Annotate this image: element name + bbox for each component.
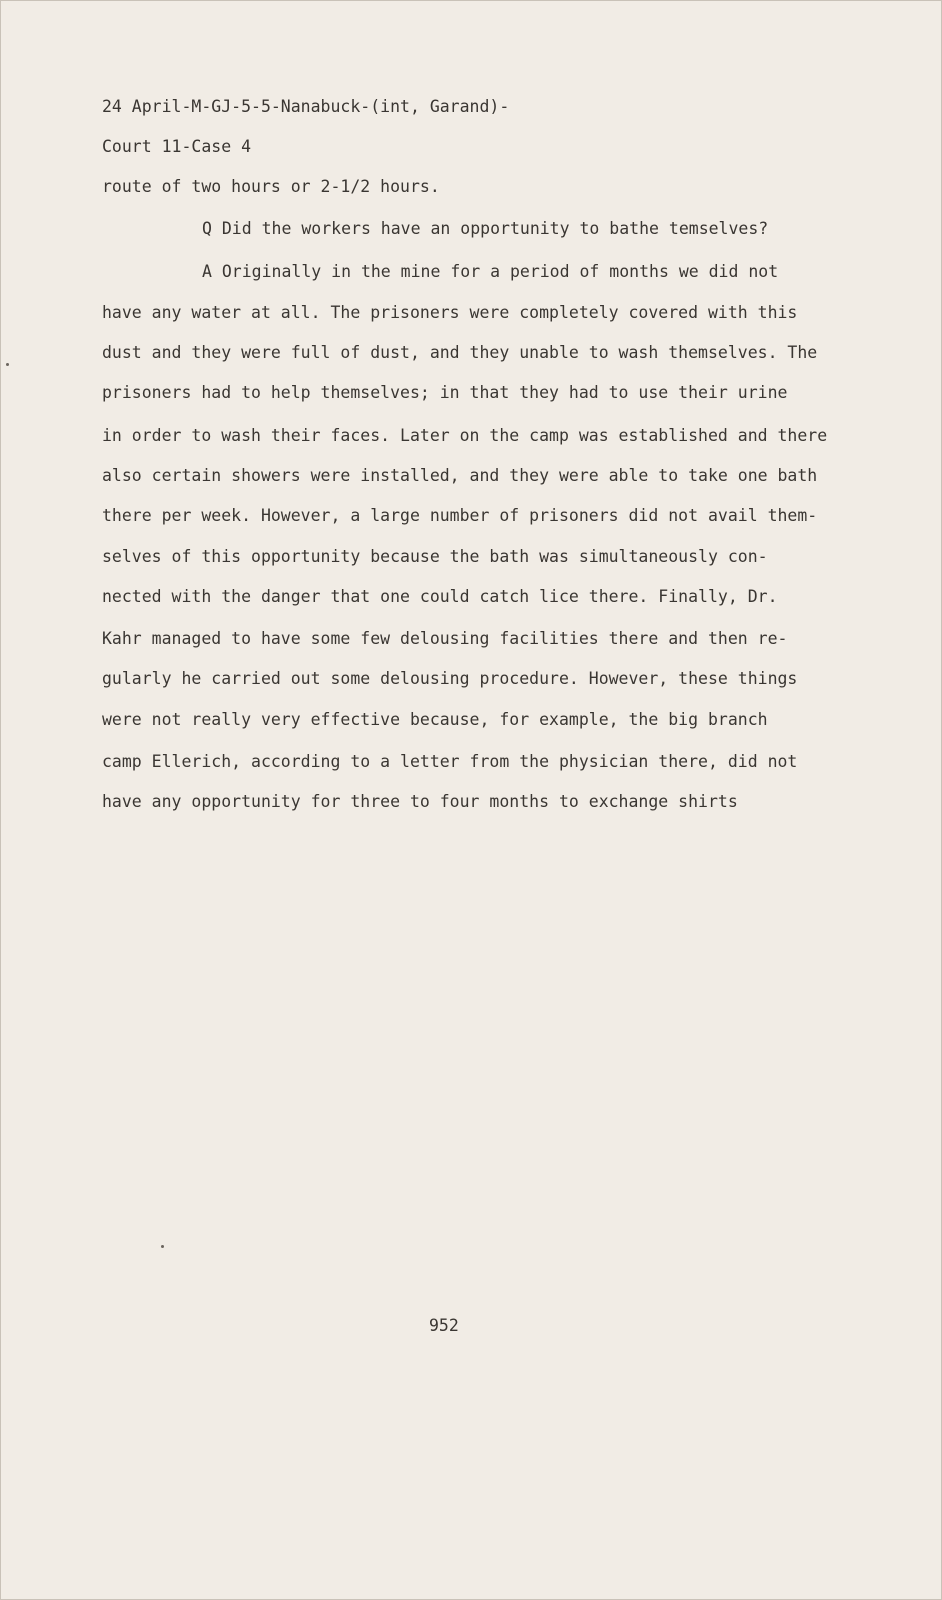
paper-speck — [161, 1245, 164, 1248]
paper-speck — [6, 363, 9, 366]
answer-line: A Originally in the mine for a period of months we did not — [202, 262, 779, 281]
body-line: selves of this opportunity because the bath was simultaneously con- — [102, 547, 768, 566]
header-line-2: Court 11-Case 4 — [102, 137, 252, 156]
body-line: were not really very effective because, for example, the big branch — [102, 710, 768, 729]
body-line: prisoners had to help themselves; in that they had to use their urine — [102, 383, 788, 402]
body-line: Kahr managed to have some few delousing facilities there and then re- — [102, 629, 788, 648]
body-line: in order to wash their faces. Later on the camp was established and there — [102, 426, 828, 445]
body-line: route of two hours or 2-1/2 hours. — [102, 177, 440, 196]
body-line: nected with the danger that one could catch lice there. Finally, Dr. — [102, 587, 778, 606]
body-line: camp Ellerich, according to a letter from the physician there, did not — [102, 752, 798, 771]
body-line: dust and they were full of dust, and they unable to wash themselves. The — [102, 343, 818, 362]
header-line-1: 24 April-M-GJ-5-5-Nanabuck-(int, Garand)- — [102, 97, 510, 116]
body-line: there per week. However, a large number of prisoners did not avail them- — [102, 506, 818, 525]
body-line: gularly he carried out some delousing procedure. However, these things — [102, 669, 798, 688]
page-number: 952 — [429, 1316, 459, 1335]
body-line: have any water at all. The prisoners were completely covered with this — [102, 303, 798, 322]
body-line: also certain showers were installed, and they were able to take one bath — [102, 466, 818, 485]
question-line: Q Did the workers have an opportunity to bathe temselves? — [202, 219, 769, 238]
body-line: have any opportunity for three to four months to exchange shirts — [102, 792, 738, 811]
